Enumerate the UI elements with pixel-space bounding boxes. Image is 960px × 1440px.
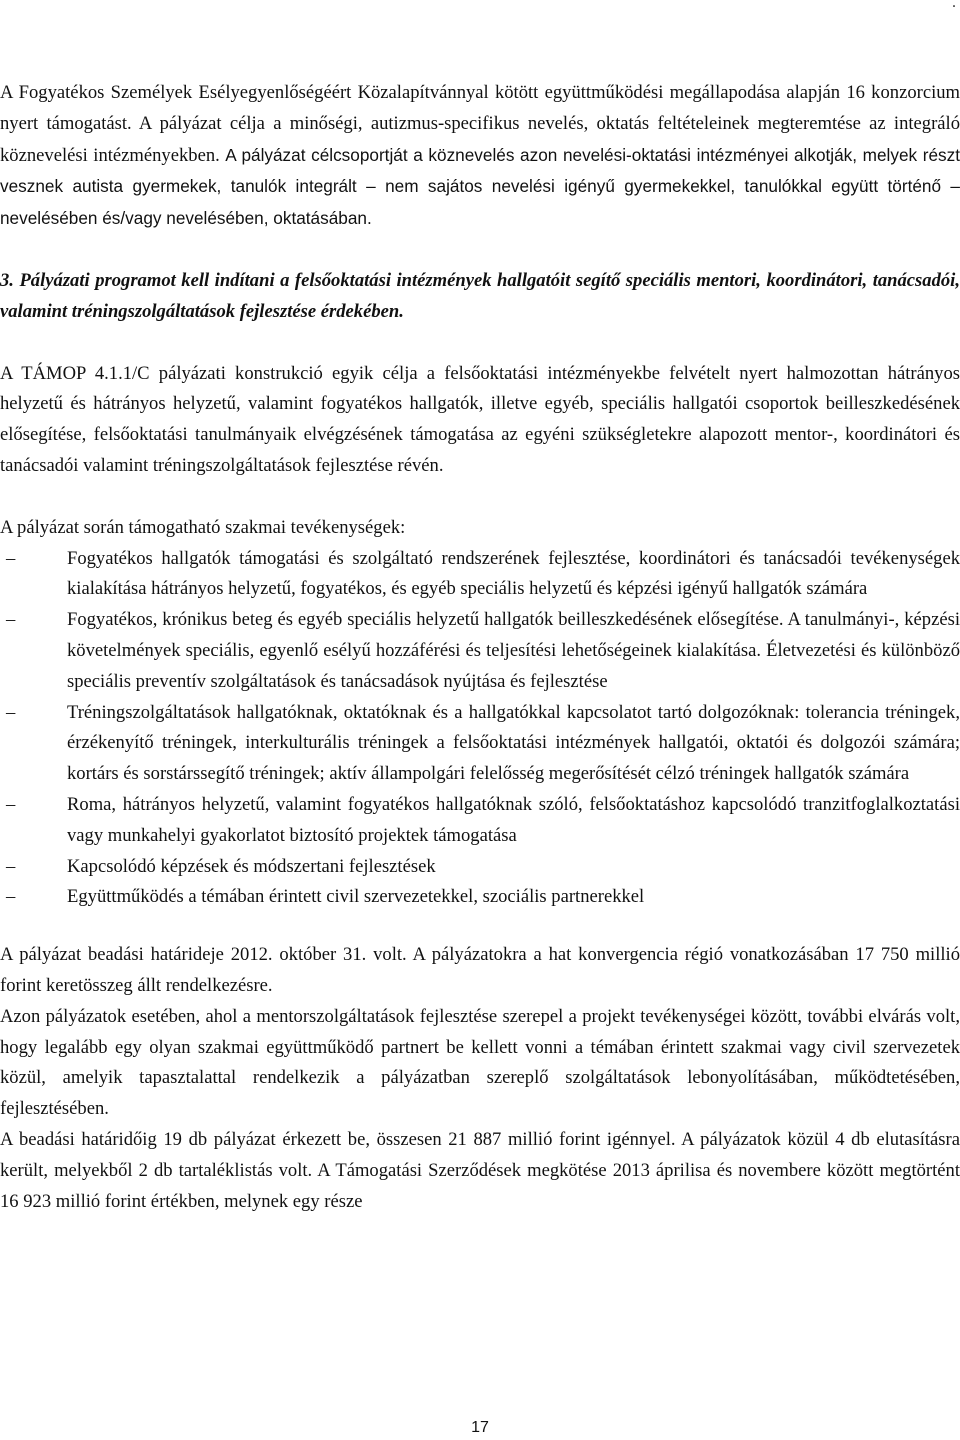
list-item-text: Fogyatékos hallgatók támogatási és szolgáltató rendszerének fejlesztése, koordinátori és tanácsadói tevékenységek kialakítása hátrányos helyzetű, fogyatékos, és egyéb speciális helyzetű és képzési igényű hallgatók számára bbox=[67, 547, 960, 600]
paragraph-konzorcium bbox=[0, 78, 960, 235]
list-intro: A pályázat során támogatható szakmai tevékenységek: bbox=[0, 516, 406, 538]
list-item-text: Roma, hátrányos helyzetű, valamint fogyatékos hallgatóknak szóló, felsőoktatáshoz kapcsolódó tranzitfoglalkoztatási vagy munkahelyi gyakorlatot biztosító projektek támogatása bbox=[67, 793, 960, 846]
top-mark: . bbox=[952, 0, 956, 11]
dash-bullet-icon: – bbox=[6, 701, 16, 723]
dash-bullet-icon: – bbox=[6, 855, 16, 877]
list-item bbox=[0, 698, 960, 790]
activity-list bbox=[0, 544, 960, 914]
dash-bullet-icon: – bbox=[6, 793, 16, 815]
paragraph-konzorcium-serif-text: A Fogyatékos Személyek Esélyegyenlőségéért Közalapítvánnyal kötött együttműködési megállapodása alapján 16 konzorcium nyert támogatást. A pályázat célja a minőségi, autizmus-specifikus nevelés, oktatás feltételeinek megteremtése az integráló köznevelési intézményekben. bbox=[0, 82, 960, 166]
list-item-text: Tréningszolgáltatások hallgatóknak, oktatóknak és a hallgatókkal kapcsolatot tartó dolgozóknak: tolerancia tréningek, érzékenyítő tréningek, interkulturális tréningek a felsőoktatási intézmények hallgatói, oktatói és dolgozói számára; kortárs és sorstárssegítő tréningek; aktív állampolgári felelősség megerősítését célzó tréningek hallgatók számára bbox=[67, 701, 960, 785]
paragraph-mentorszolgaltatasok: Azon pályázatok esetében, ahol a mentorszolgáltatások fejlesztése szerepel a projekt tevékenységei között, további elvárás volt, hogy legalább egy olyan szakmai együttműködő partnert be kellett vonni a témában érintett szakmai vagy civil szervezetek közül, amelyik tapasztalattal rendelkezik a pályázatban szereplő szolgáltatások lebonyolításában, működtetésében, fejlesztésében. bbox=[0, 1005, 960, 1120]
list-item bbox=[0, 790, 960, 852]
page-number: 17 bbox=[471, 1419, 489, 1436]
dash-bullet-icon: – bbox=[6, 886, 16, 908]
paragraph-beadas: A beadási határidőig 19 db pályázat érkezett be, összesen 21 887 millió forint igénnyel. A pályázatok közül 4 db elutasításra került, melyekből 2 db tartaléklistás volt. A Támogatási Szerződések megkötése 2013 áprilisa és novembere között megtörtént 16 923 millió forint értékben, melynek egy része bbox=[0, 1128, 960, 1212]
list-item bbox=[0, 605, 960, 697]
list-item-text: Fogyatékos, krónikus beteg és egyéb speciális helyzetű hallgatók beilleszkedésének elősegítése. A tanulmányi-, képzési követelmények speciális, egyenlő esélyű hozzáférési és teljesítési lehetőségeinek kialakítása. Életvezetési és különböző speciális preventív szolgáltatások és tanácsadások nyújtása és fejlesztése bbox=[67, 609, 960, 692]
list-item-text: Kapcsolódó képzések és módszertani fejlesztések bbox=[67, 855, 436, 877]
paragraph-tamop: A TÁMOP 4.1.1/C pályázati konstrukció egyik célja a felsőoktatási intézményekbe felvételt nyert halmozottan hátrányos helyzetű és hátrányos helyzetű, valamint fogyatékos hallgatók, illetve egyéb, speciális hallgatói csoportok beilleszkedésének elősegítése, felsőoktatási tanulmányaik elvégzésének támogatása az egyéni szükségletekre alapozott mentor-, koordinátori és tanácsadói valamint tréningszolgáltatások fejlesztése révén. bbox=[0, 362, 960, 476]
list-item bbox=[0, 882, 960, 913]
paragraph-hatarido: A pályázat beadási határideje 2012. október 31. volt. A pályázatokra a hat konvergencia régió vonatkozásában 17 750 millió forint keretösszeg állt rendelkezésre. bbox=[0, 944, 960, 996]
paragraph-celcsoport-sans-text: A pályázat célcsoportját a köznevelés azon nevelési-oktatási intézményei alkotják, melyek részt vesznek autista gyermekek, tanulók integrált – nem sajátos nevelési igényű gyermekekkel, tanulókkal együtt történő – nevelésében és/vagy nevelésében, oktatásában. bbox=[0, 144, 960, 229]
section-heading-3: 3. Pályázati programot kell indítani a felsőoktatási intézmények hallgatóit segítő speciális mentori, koordinátori, tanácsadói, valamint tréningszolgáltatások fejlesztése érdekében. bbox=[0, 269, 960, 322]
page-content bbox=[0, 78, 960, 1217]
list-item bbox=[0, 544, 960, 606]
list-item bbox=[0, 852, 960, 883]
dash-bullet-icon: – bbox=[6, 547, 16, 569]
list-item-text: Együttműködés a témában érintett civil szervezetekkel, szociális partnerekkel bbox=[67, 886, 645, 908]
dash-bullet-icon: – bbox=[6, 609, 16, 631]
